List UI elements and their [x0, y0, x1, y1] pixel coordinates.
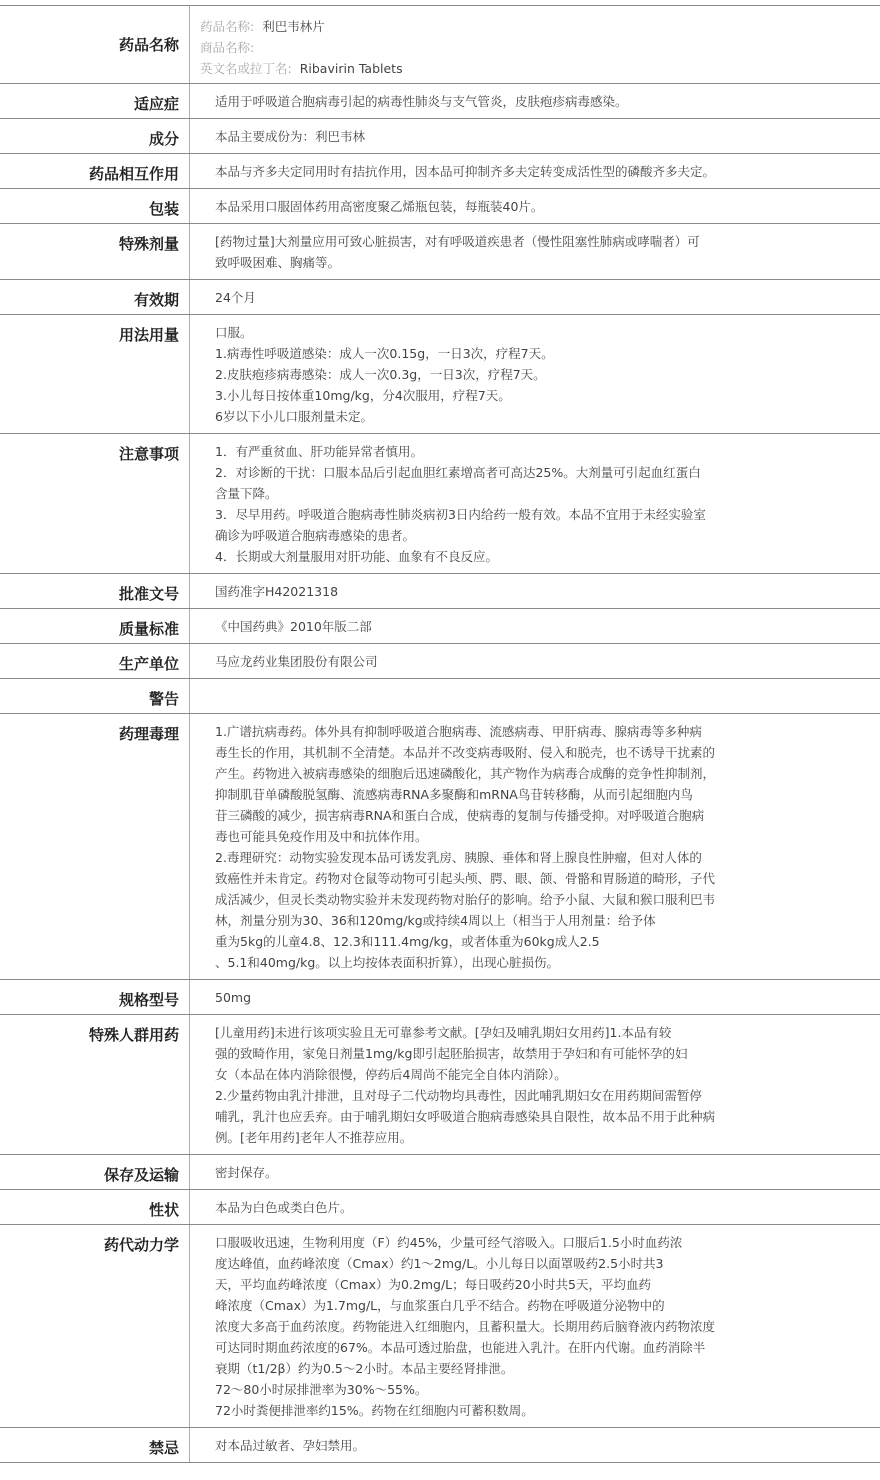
row-value	[190, 980, 880, 1014]
row-label: 保存及运输	[0, 1155, 190, 1189]
value-line: 哺乳，乳汁也应丢弃。由于哺乳期妇女呼吸道合胞病毒感染具自限性，故本品不用于此种病	[215, 1109, 716, 1124]
row-label: 用法用量	[0, 315, 190, 433]
value-line	[215, 686, 880, 707]
row-value	[190, 679, 880, 713]
value-line: 4．长期或大剂量服用对肝功能、血象有不良反应。	[215, 549, 498, 564]
value-line: 72小时粪便排泄率约15%。药物在红细胞内可蓄积数周。	[215, 1403, 534, 1418]
value-line: 致癌性并未肯定。药物对仓鼠等动物可引起头颅、腭、眼、颌、骨骼和胃肠道的畸形，子代	[215, 871, 716, 886]
drug-name-block	[190, 6, 880, 83]
value-line: 重为5kg的儿童4.8、12.3和111.4mg/kg，或者体重为60kg成人2.5	[215, 934, 600, 949]
trade-name-label: 商品名称:	[200, 40, 255, 55]
row-label: 适应症	[0, 84, 190, 118]
value-line: 72～80小时尿排泄率为30%～55%。	[215, 1382, 428, 1397]
row-value	[190, 280, 880, 314]
row-label: 生产单位	[0, 644, 190, 678]
row-label: 批准文号	[0, 574, 190, 608]
row-value	[190, 84, 880, 118]
value-line: 毒也可能具免疫作用及中和抗体作用。	[215, 829, 428, 844]
value-line: 度达峰值，血药峰浓度（Cmax）约1～2mg/L。小儿每日以面罩吸药2.5小时共3	[215, 1256, 664, 1271]
row-label: 药品相互作用	[0, 154, 190, 188]
row-value	[190, 714, 880, 979]
info-row	[0, 1225, 880, 1428]
row-label: 禁忌	[0, 1428, 190, 1462]
row-value	[190, 224, 880, 279]
value-line: 确诊为呼吸道合胞病毒感染的患者。	[215, 528, 416, 543]
row-label: 药代动力学	[0, 1225, 190, 1427]
info-row	[0, 154, 880, 189]
value-line: 峰浓度（Cmax）为1.7mg/L，与血浆蛋白几乎不结合。药物在呼吸道分泌物中的	[215, 1298, 665, 1313]
row-label: 规格型号	[0, 980, 190, 1014]
row-value	[190, 609, 880, 643]
value-line: 强的致畸作用，家兔日剂量1mg/kg即引起胚胎损害，故禁用于孕妇和有可能怀孕的妇	[215, 1046, 688, 1061]
info-row	[0, 1190, 880, 1225]
value-line: 6岁以下小儿口服剂量未定。	[215, 409, 373, 424]
info-row	[0, 119, 880, 154]
info-row	[0, 1155, 880, 1190]
value-line: 1．有严重贫血、肝功能异常者慎用。	[215, 444, 423, 459]
info-row	[0, 224, 880, 280]
value-line: 成活减少，但灵长类动物实验并未发现药物对胎仔的影响。给予小鼠、大鼠和猴口服利巴韦	[215, 892, 716, 907]
value-line: 马应龙药业集团股份有限公司	[215, 654, 378, 669]
value-line: 产生。药物进入被病毒感染的细胞后迅速磷酸化，其产物作为病毒合成酶的竞争性抑制剂，	[215, 766, 716, 781]
value-line: 国药准字H42021318	[215, 584, 339, 599]
row-label: 包装	[0, 189, 190, 223]
row-value	[190, 1428, 880, 1462]
value-line: 50mg	[215, 990, 252, 1005]
value-line: 2.皮肤疱疹病毒感染：成人一次0.3g，一日3次，疗程7天。	[215, 367, 546, 382]
value-line: [药物过量]大剂量应用可致心脏损害，对有呼吸道疾患者（慢性阻塞性肺病或哮喘者）可	[215, 234, 700, 249]
generic-name-value: 利巴韦林片	[262, 19, 325, 34]
value-line: 2．对诊断的干扰：口服本品后引起血胆红素增高者可高达25%。大剂量可引起血红蛋白	[215, 465, 701, 480]
info-row	[0, 84, 880, 119]
row-label: 质量标准	[0, 609, 190, 643]
value-line: 本品主要成份为：利巴韦林	[215, 129, 366, 144]
value-line: 可达同时期血药浓度的67%。本品可透过胎盘，也能进入乳汁。在肝内代谢。血药消除半	[215, 1340, 706, 1355]
value-line: 对本品过敏者、孕妇禁用。	[215, 1438, 366, 1453]
value-line: 林，剂量分别为30、36和120mg/kg或持续4周以上（相当于人用剂量：给予体	[215, 913, 656, 928]
value-line: 3.小儿每日按体重10mg/kg，分4次服用，疗程7天。	[215, 388, 511, 403]
row-value	[190, 644, 880, 678]
value-line: 适用于呼吸道合胞病毒引起的病毒性肺炎与支气管炎，皮肤疱疹病毒感染。	[215, 94, 628, 109]
value-line: 2.少量药物由乳汁排泄，且对母子二代动物均具毒性，因此哺乳期妇女在用药期间需暂停	[215, 1088, 702, 1103]
value-line: 本品采用口服固体药用高密度聚乙烯瓶包装，每瓶装40片。	[215, 199, 544, 214]
row-value	[190, 574, 880, 608]
row-label: 警告	[0, 679, 190, 713]
value-line: 抑制肌苷单磷酸脱氢酶、流感病毒RNA多聚酶和mRNA鸟苷转移酶，从而引起细胞内鸟	[215, 787, 693, 802]
info-row	[0, 980, 880, 1015]
value-line: 、5.1和40mg/kg。以上均按体表面积折算），出现心脏损伤。	[215, 955, 560, 970]
info-row	[0, 1015, 880, 1155]
english-name-label: 英文名或拉丁名:	[200, 61, 292, 76]
info-row	[0, 280, 880, 315]
info-row	[0, 679, 880, 714]
row-label: 药理毒理	[0, 714, 190, 979]
value-line: 1.病毒性呼吸道感染：成人一次0.15g，一日3次，疗程7天。	[215, 346, 554, 361]
info-row	[0, 434, 880, 574]
value-line: 衰期（t1/2β）约为0.5～2小时。本品主要经肾排泄。	[215, 1361, 514, 1376]
value-line: 致呼吸困难、胸痛等。	[215, 255, 341, 270]
value-line: 2.毒理研究：动物实验发现本品可诱发乳房、胰腺、垂体和肾上腺良性肿瘤，但对人体的	[215, 850, 702, 865]
value-line: 24个月	[215, 290, 256, 305]
value-line: 毒生长的作用，其机制不全清楚。本品并不改变病毒吸附、侵入和脱壳，也不诱导干扰素的	[215, 745, 716, 760]
row-value	[190, 154, 880, 188]
info-row	[0, 644, 880, 679]
rows-container	[0, 84, 880, 1463]
value-line: 浓度大多高于血药浓度。药物能进入红细胞内，且蓄积量大。长期用药后脑脊液内药物浓度	[215, 1319, 716, 1334]
value-line: 口服。	[215, 325, 253, 340]
row-value	[190, 1225, 880, 1427]
english-name-value: Ribavirin Tablets	[299, 61, 403, 76]
value-line: 3．尽早用药。呼吸道合胞病毒性肺炎病初3日内给药一般有效。本品不宜用于未经实验室	[215, 507, 706, 522]
row-label: 特殊剂量	[0, 224, 190, 279]
value-line: 本品与齐多夫定同用时有拮抗作用，因本品可抑制齐多夫定转变成活性型的磷酸齐多夫定。	[215, 164, 716, 179]
row-label: 特殊人群用药	[0, 1015, 190, 1154]
value-line: 含量下降。	[215, 486, 278, 501]
info-row	[0, 609, 880, 644]
drug-info-table	[0, 5, 880, 1463]
row-label: 有效期	[0, 280, 190, 314]
value-line: 女（本品在体内消除很慢，停药后4周尚不能完全自体内消除）。	[215, 1067, 567, 1082]
row-value	[190, 1155, 880, 1189]
row-label: 成分	[0, 119, 190, 153]
value-line: 口服吸收迅速，生物利用度（F）约45%，少量可经气溶吸入。口服后1.5小时血药浓	[215, 1235, 683, 1250]
generic-name-line	[200, 16, 880, 37]
info-row	[0, 315, 880, 434]
row-label: 注意事项	[0, 434, 190, 573]
value-line: 1.广谱抗病毒药。体外具有抑制呼吸道合胞病毒、流感病毒、甲肝病毒、腺病毒等多种病	[215, 724, 702, 739]
info-row	[0, 714, 880, 980]
trade-name-line	[200, 37, 880, 58]
info-row	[0, 574, 880, 609]
value-line: [儿童用药]未进行该项实验且无可靠参考文献。[孕妇及哺乳期妇女用药]1.本品有较	[215, 1025, 672, 1040]
value-line: 密封保存。	[215, 1165, 278, 1180]
value-line: 苷三磷酸的减少，损害病毒RNA和蛋白合成，使病毒的复制与传播受抑。对呼吸道合胞病	[215, 808, 705, 823]
row-drug-name	[0, 6, 880, 84]
value-line: 例。[老年用药]老年人不推荐应用。	[215, 1130, 413, 1145]
row-value	[190, 1190, 880, 1224]
english-name-line	[200, 58, 880, 79]
row-value	[190, 434, 880, 573]
row-value	[190, 119, 880, 153]
row-value	[190, 1015, 880, 1154]
row-label: 性状	[0, 1190, 190, 1224]
value-line: 本品为白色或类白色片。	[215, 1200, 353, 1215]
row-value	[190, 315, 880, 433]
info-row	[0, 1428, 880, 1463]
info-row	[0, 189, 880, 224]
value-line: 《中国药典》2010年版二部	[215, 619, 372, 634]
value-line: 天，平均血药峰浓度（Cmax）为0.2mg/L；每日吸药20小时共5天，平均血药	[215, 1277, 651, 1292]
generic-name-label: 药品名称:	[200, 19, 255, 34]
row-label: 药品名称	[0, 6, 190, 83]
row-value	[190, 189, 880, 223]
